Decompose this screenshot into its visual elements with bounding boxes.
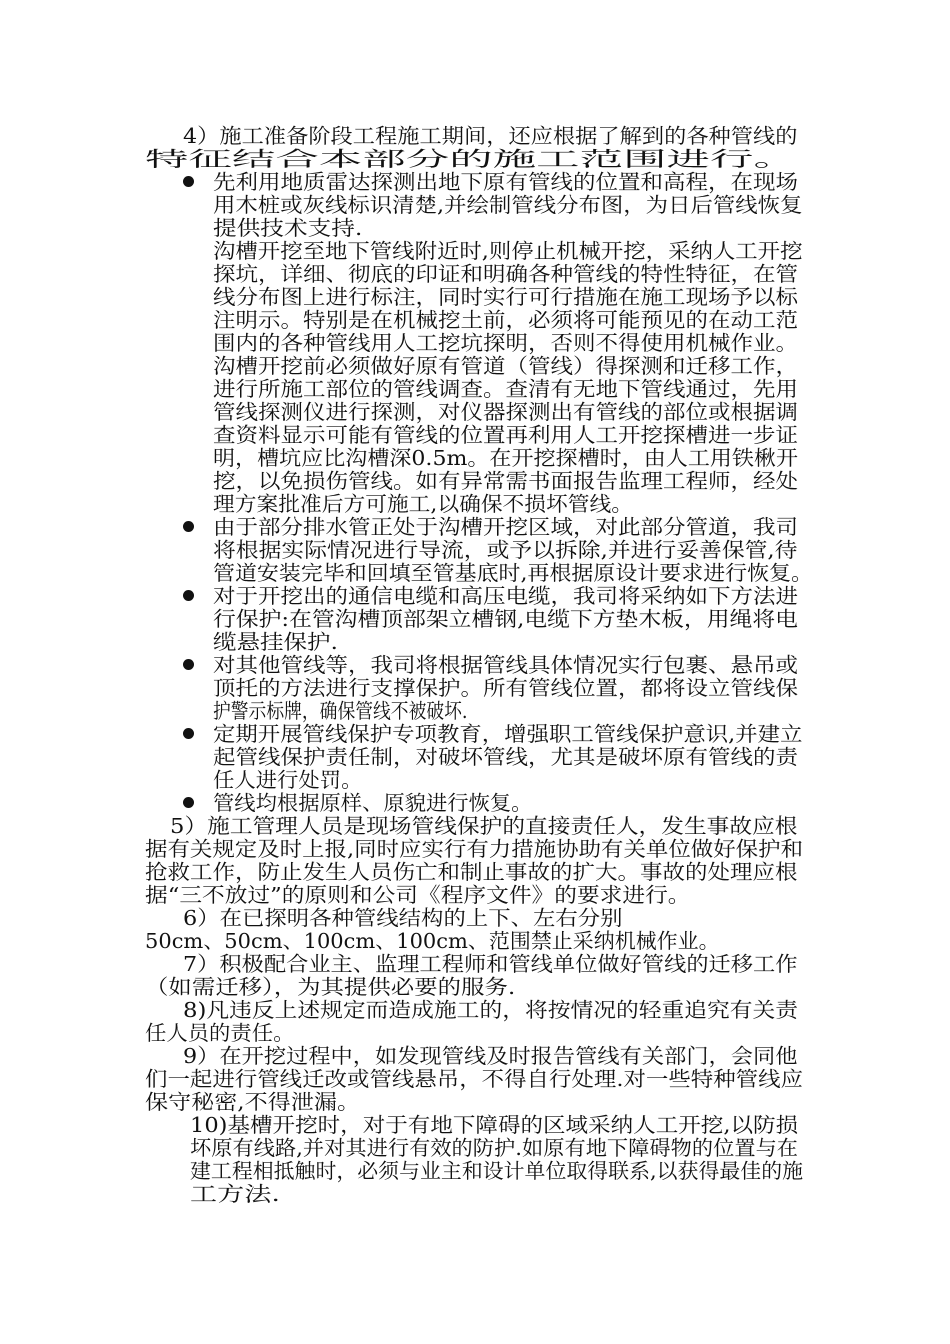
text-line: 线分布图上进行标注，同时实行可行措施在施工现场予以标: [213, 285, 798, 309]
text-line: 理方案批准后方可施工,以确保不损坏管线。: [213, 492, 634, 516]
text-line: 定期开展管线保护专项教育，增强职工管线保护意识,并建立: [213, 722, 803, 746]
text-line: 50cm、50cm、100cm、100cm、范围禁止采纳机械作业。: [145, 929, 720, 953]
text-line: 对其他管线等，我司将根据管线具体情况实行包裹、悬吊或: [213, 653, 798, 677]
text-line: 保守秘密,不得泄漏。: [145, 1090, 361, 1114]
text-line: 9）在开挖过程中，如发现管线及时报告管线有关部门，会同他: [183, 1044, 798, 1068]
text-line: 围内的各种管线用人工挖坑探明，否则不得使用机械作业。: [213, 331, 798, 355]
text-line: 据“三不放过”的原则和公司《程序文件》的要求进行。: [145, 883, 691, 907]
text-line: 任人员的责任。: [145, 1021, 295, 1045]
text-line: 10)基槽开挖时，对于有地下障碍的区域采纳人工开挖,以防损: [190, 1113, 799, 1137]
text-line: 进行所施工部位的管线调查。查清有无地下管线通过，先用: [213, 377, 798, 401]
text-line: 管道安装完毕和回填至管基底时,再根据原设计要求进行恢复。: [213, 561, 814, 585]
text-line: 特征结合本部分的施工范围进行。: [145, 147, 797, 171]
text-line: 任人进行处罚。: [213, 768, 363, 792]
text-line: 挖，以免损伤管线。如有异常需书面报告监理工程师，经处: [213, 469, 798, 493]
text-line: 据有关规定及时上报,同时应实行有力措施协助有关单位做好保护和: [145, 837, 804, 861]
text-line: 5）施工管理人员是现场管线保护的直接责任人，发生事故应根: [170, 814, 798, 838]
bullet-icon: [183, 176, 194, 187]
text-line: 6）在已探明各种管线结构的上下、左右分别: [183, 906, 623, 930]
text-line: 工方法.: [190, 1182, 281, 1206]
text-line: 护警示标牌，确保管线不被破坏.: [213, 699, 468, 723]
bullet-icon: [183, 797, 194, 808]
text-line: 将根据实际情况进行导流，或予以拆除,并进行妥善保管,待: [213, 538, 798, 562]
text-line: 抢救工作，防止发生人员伤亡和制止事故的扩大。事故的处理应根: [145, 860, 798, 884]
bullet-icon: [183, 521, 194, 532]
text-line: 先利用地质雷达探测出地下原有管线的位置和高程，在现场: [213, 170, 798, 194]
text-line: 起管线保护责任制，对破坏管线，尤其是破坏原有管线的责: [213, 745, 798, 769]
text-line: 建工程相抵触时，必须与业主和设计单位取得联系,以获得最佳的施: [190, 1159, 804, 1183]
text-line: 7）积极配合业主、监理工程师和管线单位做好管线的迁移工作: [183, 952, 798, 976]
text-line: 顶托的方法进行支撑保护。所有管线位置，都将设立管线保: [213, 676, 798, 700]
text-line: 用木桩或灰线标识清楚,并绘制管线分布图，为日后管线恢复: [213, 193, 803, 217]
text-line: 注明示。特别是在机械挖土前，必须将可能预见的在动工范: [213, 308, 798, 332]
text-line: 8)凡违反上述规定而造成施工的，将按情况的轻重追究有关责: [183, 998, 799, 1022]
text-line: 管线均根据原样、原貌进行恢复。: [213, 791, 533, 815]
text-line: 提供技术支持.: [213, 216, 363, 240]
text-line: 沟槽开挖至地下管线附近时,则停止机械开挖，采纳人工开挖: [213, 239, 803, 263]
text-line: 行保护:在管沟槽顶部架立槽钢,电缆下方垫木板，用绳将电: [213, 607, 798, 631]
text-line: 管线探测仪进行探测，对仪器探测出有管线的部位或根据调: [213, 400, 798, 424]
text-line: 探坑，详细、彻底的印证和明确各种管线的特性特征，在管: [213, 262, 798, 286]
bullet-icon: [183, 659, 194, 670]
bullet-icon: [183, 728, 194, 739]
text-line: 沟槽开挖前必须做好原有管道（管线）得探测和迁移工作，: [213, 354, 798, 378]
text-line: 对于开挖出的通信电缆和高压电缆，我司将采纳如下方法进: [213, 584, 798, 608]
text-line: 坏原有线路,并对其进行有效的防护.如原有地下障碍物的位置与在: [190, 1136, 799, 1160]
text-line: （如需迁移），为其提供必要的服务.: [145, 975, 516, 999]
text-line: 缆悬挂保护.: [213, 630, 339, 654]
text-line: 们一起进行管线迁改或管线悬吊，不得自行处理.对一些特种管线应: [145, 1067, 804, 1091]
bullet-icon: [183, 590, 194, 601]
text-line: 由于部分排水管正处于沟槽开挖区域，对此部分管道，我司: [213, 515, 798, 539]
text-line: 查资料显示可能有管线的位置再利用人工开挖探槽进一步证: [213, 423, 798, 447]
text-line: 明，槽坑应比沟槽深0.5m。在开挖探槽时，由人工用铁楸开: [213, 446, 799, 470]
text-line: 4）施工准备阶段工程施工期间，还应根据了解到的各种管线的: [183, 124, 798, 148]
